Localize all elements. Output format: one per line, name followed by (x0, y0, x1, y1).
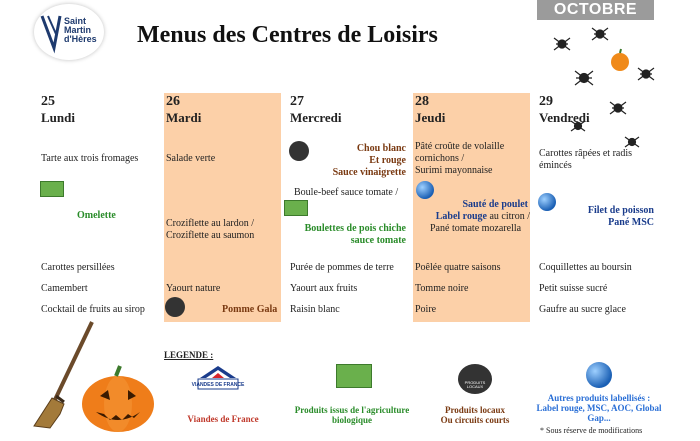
mardi-dessert: Pomme Gala (222, 304, 278, 315)
month-banner: OCTOBRE (537, 0, 654, 20)
lundi-dessert: Cocktail de fruits au sirop (41, 304, 145, 315)
mercredi-entree-1: Chou blanc (356, 143, 406, 154)
legend-autres-3: Gap... (587, 413, 611, 423)
day-number-mercredi: 27 (290, 94, 304, 109)
vendredi-plat-1: Filet de poisson (587, 205, 654, 216)
jeudi-entree-2: cornichons / (415, 153, 465, 164)
jeudi-entree-3: Surimi mayonnaise (415, 165, 493, 176)
legend-bio-1: Produits issus de l'agriculture (294, 405, 410, 415)
vendredi-accompagnement: Coquillettes au boursin (539, 262, 632, 273)
mardi-fromage: Yaourt nature (166, 283, 221, 294)
lundi-entree: Tarte aux trois fromages (41, 153, 139, 164)
mercredi-plat-3: sauce tomate (350, 235, 406, 246)
day-name-vendredi: Vendredi (539, 110, 590, 125)
modification-note: * Sous réserve de modifications (540, 426, 643, 435)
day-number-mardi: 26 (166, 94, 180, 109)
jeudi-dessert: Poire (415, 304, 437, 315)
mardi-plat-2: Croziflette au saumon (166, 230, 255, 241)
vendredi-fromage: Petit suisse sucré (539, 283, 608, 294)
legend-local-2: Ou circuits courts (440, 415, 510, 425)
bio-leaf-icon (284, 200, 308, 216)
halloween-broom-pumpkin-icon (30, 318, 160, 436)
jeudi-accompagnement: Poêlée quatre saisons (415, 262, 501, 273)
viandes-logo-text: VIANDES DE FRANCE (191, 382, 245, 388)
day-number-vendredi: 29 (539, 94, 553, 109)
lundi-plat: Omelette (77, 210, 116, 221)
mercredi-entree-3: Sauce vinaigrette (332, 167, 406, 178)
legend-local-product-icon (458, 364, 492, 394)
vendredi-entree-1: Carottes râpées et radis (539, 148, 633, 159)
logo-text: Saint Martin d'Hères (64, 16, 97, 44)
day-number-jeudi: 28 (415, 94, 429, 109)
local-logo-text: PRODUITS LOCAUX (464, 380, 486, 389)
legend-autres-1: Autres produits labellisés : (547, 393, 651, 403)
day-number-lundi: 25 (41, 94, 55, 109)
day-name-mardi: Mardi (166, 110, 202, 125)
local-product-icon (165, 297, 185, 317)
jeudi-plat-2-rest: au citron / (486, 211, 530, 222)
city-logo (34, 4, 104, 60)
legend-label-globe-icon (586, 362, 612, 388)
jeudi-plat-1: Sauté de poulet (462, 199, 528, 210)
legend-viandes: Viandes de France (187, 414, 259, 424)
legend-autres-2: Label rouge, MSC, AOC, Global (536, 403, 662, 413)
mercredi-dessert: Raisin blanc (290, 304, 340, 315)
bio-leaf-icon (40, 181, 64, 197)
mercredi-entree-2: Et rouge (369, 155, 406, 166)
vendredi-entree-2: émincés (539, 160, 572, 171)
lundi-fromage: Camembert (41, 283, 88, 294)
jeudi-plat-3: Pané tomate mozarella (430, 223, 522, 234)
jeudi-fromage: Tomme noire (415, 283, 469, 294)
vendredi-plat-2: Pané MSC (608, 217, 654, 228)
jeudi-plat-2 (413, 211, 530, 223)
day-name-lundi: Lundi (41, 110, 75, 125)
pumpkin-small-icon (611, 53, 629, 71)
mercredi-plat-1: Boule-beef sauce tomate / (294, 187, 399, 198)
legend-title: LEGENDE : (164, 350, 214, 360)
page-title: Menus des Centres de Loisirs (137, 22, 438, 48)
legend-bio-leaf-icon (336, 364, 372, 388)
spiders-decoration-icon (548, 22, 660, 152)
mardi-entree: Salade verte (166, 153, 216, 164)
jeudi-entree-1: Pâté croûte de volaille (415, 141, 505, 152)
mardi-plat-1: Croziflette au lardon / (166, 218, 255, 229)
label-globe-icon (416, 181, 434, 199)
jeudi-plat-2-label: Label rouge (435, 211, 487, 222)
lundi-accompagnement: Carottes persillées (41, 262, 115, 273)
mercredi-fromage: Yaourt aux fruits (290, 283, 358, 294)
mercredi-plat-2: Boulettes de pois chiche (304, 223, 406, 234)
legend-local-1: Produits locaux (444, 405, 506, 415)
day-name-mercredi: Mercredi (290, 110, 342, 125)
legend-bio-2: biologique (331, 415, 372, 425)
day-name-jeudi: Jeudi (415, 110, 446, 125)
vendredi-dessert: Gaufre au sucre glace (539, 304, 626, 315)
mercredi-accompagnement: Purée de pommes de terre (290, 262, 394, 273)
viandes-de-france-logo-icon (191, 364, 245, 392)
